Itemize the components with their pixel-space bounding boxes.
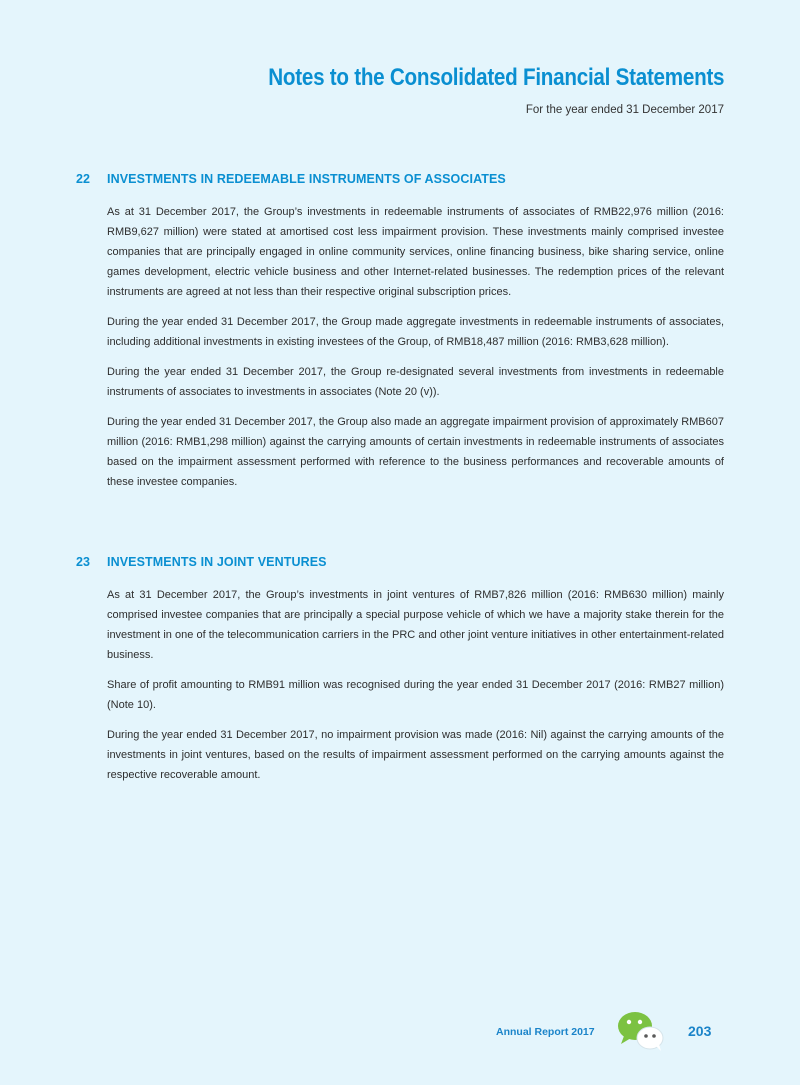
footer-report-label: Annual Report 2017 [496,1026,595,1038]
page-subtitle: For the year ended 31 December 2017 [525,104,724,116]
paragraph: During the year ended 31 December 2017, the Group also made an aggregate impairment provision of approximately RMB607 million (2016: RMB1,298 million) against the carrying amounts of certain investments in redeemable instruments of associates based on the impairment assessment performed with reference to the business performances and recoverable amounts of these investee companies. [107,416,724,488]
paragraph: During the year ended 31 December 2017, the Group re-designated several investments from investments in redeemable instruments of associates to investments in associates (Note 20 (v)). [107,366,724,398]
wechat-logo-icon [616,1010,666,1052]
section-22 [76,172,724,502]
paragraph: During the year ended 31 December 2017, no impairment provision was made (2016: Nil) against the carrying amounts of the investments in joint ventures, based on the results of impairment assessment performed on the carrying amounts against the respective recoverable amount. [107,729,724,781]
section-number: 22 [76,172,90,186]
section-title: INVESTMENTS IN JOINT VENTURES [107,555,327,569]
paragraph: As at 31 December 2017, the Group’s investments in joint ventures of RMB7,826 million (2016: RMB630 million) mainly comprised investee companies that are principally a special purpose vehicle of which we have a majority stake therein for the investment in one of the telecommunication carriers in the PRC and other joint venture initiatives in other entertainment-related business. [107,589,724,661]
paragraph: During the year ended 31 December 2017, the Group made aggregate investments in redeemable instruments of associates, including additional investments in existing investees of the Group, of RMB18,487 million (2016: RMB3,628 million). [107,316,724,348]
paragraph: As at 31 December 2017, the Group’s investments in redeemable instruments of associates of RMB22,976 million (2016: RMB9,627 million) were stated at amortised cost less impairment provision. These investments mainly comprised investee companies that are principally engaged in online community services, online financing business, bike sharing service, online games development, electric vehicle business and other Internet-related businesses. The redemption prices of the relevant instruments are agreed at not less than their respective original subscription prices. [107,206,724,298]
page-number: 203 [688,1023,712,1039]
section-23 [76,555,724,795]
paragraph: Share of profit amounting to RMB91 million was recognised during the year ended 31 December 2017 (2016: RMB27 million) (Note 10). [107,679,724,711]
section-title: INVESTMENTS IN REDEEMABLE INSTRUMENTS OF ASSOCIATES [107,172,506,186]
section-heading [76,555,724,569]
section-number: 23 [76,555,90,569]
section-heading [76,172,724,186]
page-title: Notes to the Consolidated Financial Statements [267,64,724,91]
